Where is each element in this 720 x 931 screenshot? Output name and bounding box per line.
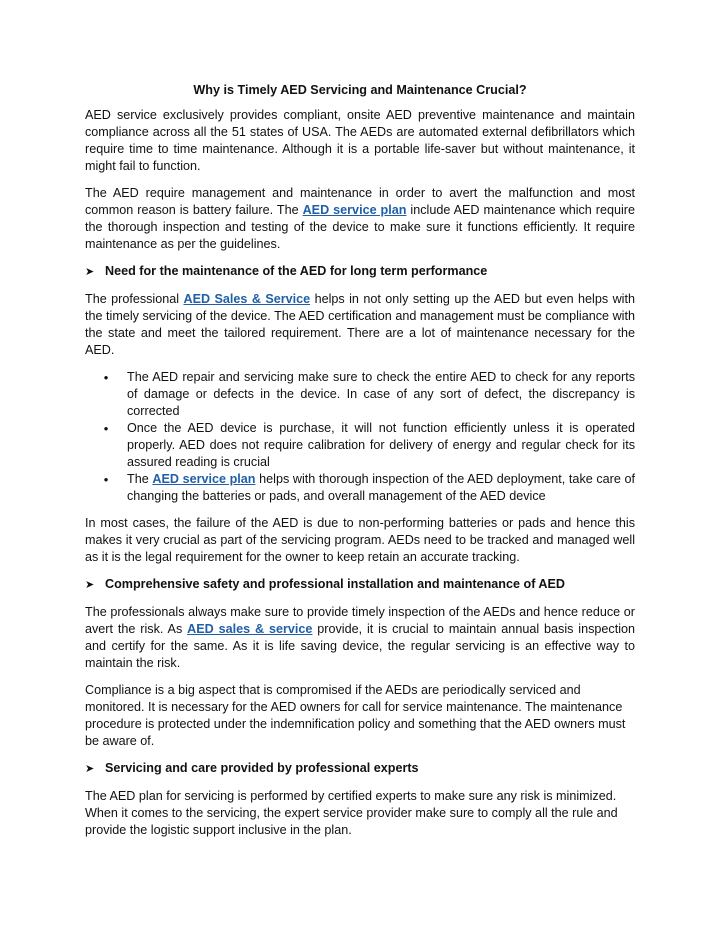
arrow-bullet-icon: ➤	[85, 579, 95, 591]
arrow-bullet-icon: ➤	[85, 763, 95, 775]
text-span: helps in not only setting up the AED but even helps with the timely servicing of the device. The AED certification and management must be compliance with the state and meet the tailored requirement. There are a lot of maintenance necessary for the AED.	[85, 292, 635, 357]
list-item-text	[127, 471, 635, 505]
maintenance-bullet-list	[85, 369, 635, 505]
section-heading-text: Comprehensive safety and professional installation and maintenance of AED	[105, 577, 566, 591]
list-item	[85, 369, 635, 420]
text-span: include AED maintenance which require the thorough inspection and testing of the device to make sure it functions efficiently. It require maintenance as per the guidelines.	[85, 203, 635, 251]
intro-paragraph-2	[85, 185, 635, 253]
text-span: The professional	[85, 292, 184, 306]
list-item	[85, 420, 635, 471]
text-span: provide, it is crucial to maintain annual basis inspection and certify for the same. As it is life saving device, the regular servicing is an effective way to maintain the risk.	[85, 622, 636, 670]
aed-service-plan-link[interactable]: AED service plan	[302, 203, 407, 217]
text-span: The professionals always make sure to provide timely inspection of the AEDs and hence reduce or avert the risk. As	[85, 605, 635, 636]
text-span: The AED require management and maintenance in order to avert the malfunction and most common reason is battery failure. The	[85, 186, 635, 217]
section-heading-maintenance	[85, 263, 635, 281]
bullet-dot-icon: •	[103, 421, 109, 436]
section2-paragraph-1	[85, 604, 635, 672]
section-heading-text: Need for the maintenance of the AED for long term performance	[105, 264, 488, 278]
section2-paragraph-2: Compliance is a big aspect that is compromised if the AEDs are periodically serviced and monitored. It is necessary for the AED owners for call for service maintenance. The maintenance procedure is protected under the indemnification policy and something that the AED owners must be aware of.	[85, 683, 626, 748]
bullet-dot-icon: •	[103, 370, 109, 385]
text-span: helps with thorough inspection of the AED deployment, take care of changing the batteries or pads, and overall management of the AED device	[127, 472, 636, 503]
section-heading-safety	[85, 576, 635, 594]
intro-paragraph-1: AED service exclusively provides compliant, onsite AED preventive maintenance and maintain compliance across all the 51 states of USA. The AEDs are automated external defibrillators which require time to time maintenance. Although it is a portable life-saver but without maintenance, it might fail to function.	[85, 108, 635, 173]
list-item-text: The AED repair and servicing make sure to check the entire AED to check for any reports of damage or defects in the device. In case of any sort of defect, the discrepancy is corrected	[127, 370, 635, 418]
aed-sales-service-link[interactable]: AED Sales & Service	[183, 292, 311, 306]
arrow-bullet-icon: ➤	[85, 266, 95, 278]
aed-service-plan-link[interactable]: AED service plan	[152, 472, 256, 486]
section1-closing-paragraph: In most cases, the failure of the AED is due to non-performing batteries or pads and hence this makes it very crucial as part of the servicing program. AEDs need to be tracked and managed well as it is the legal requirement for the owner to keep retain an accurate tracking.	[85, 516, 635, 564]
list-item-text: Once the AED device is purchase, it will not function efficiently unless it is operated properly. AED does not require calibration for delivery of energy and regular check for its assured reading is crucial	[127, 421, 635, 469]
section1-paragraph	[85, 291, 635, 359]
bullet-dot-icon: •	[103, 472, 109, 487]
text-span: The	[127, 472, 153, 486]
section-heading-text: Servicing and care provided by professional experts	[105, 761, 419, 775]
list-item	[85, 471, 635, 505]
aed-sales-service-link[interactable]: AED sales & service	[187, 622, 313, 636]
section3-paragraph: The AED plan for servicing is performed by certified experts to make sure any risk is minimized. When it comes to the servicing, the expert service provider make sure to comply all the rule and provide the logistic support inclusive in the plan.	[85, 789, 618, 837]
document-page	[85, 82, 635, 849]
document-title: Why is Timely AED Servicing and Maintenance Crucial?	[193, 83, 527, 97]
section-heading-experts	[85, 760, 635, 778]
